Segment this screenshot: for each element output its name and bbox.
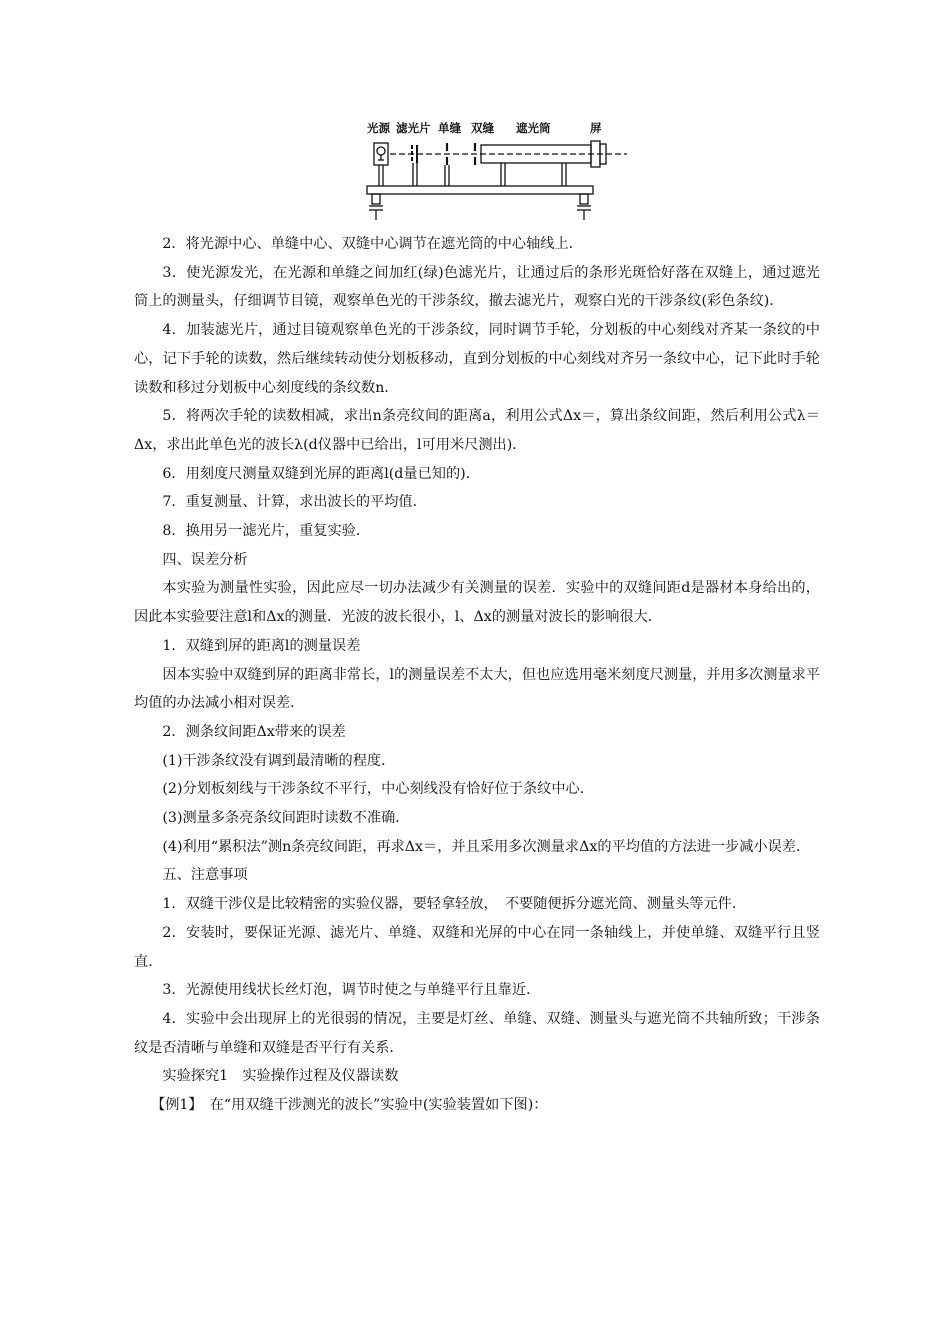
label-light-source: 光源 — [367, 121, 390, 135]
note-4: 4．实验中会出现屏上的光很弱的情况，主要是灯丝、单缝、双缝、测量头与遮光筒不共轴所致；干涉条纹是否清晰与单缝和双缝是否平行有关系． — [134, 1010, 820, 1056]
lamp-bulb — [377, 147, 385, 155]
error-item-1-body: 因本实验中双缝到屏的距离非常长，l的测量误差不太大，但也应选用毫米刻度尺测量，并用多次测量求平均值的办法减小相对误差． — [134, 666, 820, 712]
error-item-2d: (4)利用“累积法”测n条亮纹间距，再求Δx＝，并且采用多次测量求Δx的平均值的方法进一步减小误差． — [162, 838, 811, 855]
optical-bench — [367, 186, 593, 194]
note-3: 3．光源使用线状长丝灯泡，调节时使之与单缝平行且靠近． — [162, 982, 541, 999]
label-single-slit: 单缝 — [438, 121, 461, 135]
step-6: 6．用刻度尺测量双缝到光屏的距离l(d量已知的)． — [162, 465, 480, 482]
step-8: 8．换用另一滤光片，重复实验． — [162, 523, 371, 540]
section-heading-notes: 五、注意事项 — [162, 867, 248, 884]
label-double-slit: 双缝 — [471, 121, 494, 135]
error-item-1-title: 1．双缝到屏的距离l的测量误差 — [162, 637, 361, 654]
apparatus-figure — [355, 120, 635, 225]
step-3: 3．使光源发光，在光源和单缝之间加红(绿)色滤光片，让通过后的条形光斑恰好落在双缝上，通过遮光筒上的测量头，仔细调节目镜，观察单色光的干涉条纹，撤去滤光片，观察白光的干涉条纹(彩色条纹)． — [134, 264, 820, 310]
error-intro: 本实验为测量性实验，因此应尽一切办法减少有关测量的误差．实验中的双缝间距d是器材本身给出的，因此本实验要注意l和Δx的测量．光波的波长很小，l、Δx的测量对波长的影响很大． — [134, 580, 820, 626]
label-light-tube: 遮光筒 — [516, 121, 551, 135]
step-2: 2．将光源中心、单缝中心、双缝中心调节在遮光筒的中心轴线上． — [162, 236, 583, 252]
lamp-housing — [374, 143, 388, 165]
note-2: 2．安装时，要保证光源、滤光片、单缝、双缝和光屏的中心在同一条轴线上，并使单缝、双缝平行且竖直． — [134, 924, 820, 970]
note-1: 1．双缝干涉仪是比较精密的实验仪器，要轻拿轻放， 不要随便拆分遮光筒、测量头等元件． — [162, 896, 747, 913]
inquiry-heading: 实验探究1 实验操作过程及仪器读数 — [162, 1068, 399, 1085]
label-screen: 屏 — [590, 121, 602, 135]
error-item-2-title: 2．测条纹间距Δx带来的误差 — [162, 723, 346, 740]
error-item-2c: (3)测量多条亮条纹间距时读数不准确． — [162, 810, 410, 827]
section-heading-error-analysis: 四、误差分析 — [162, 551, 248, 568]
step-4: 4．加装滤光片，通过目镜观察单色光的干涉条纹，同时调节手轮，分划板的中心刻线对齐某一条纹的中心，记下手轮的读数，然后继续转动使分划板移动，直到分划板的中心刻线对齐另一条纹中心，记下此时手轮读数和移过分划板中心刻度线的条纹数n． — [134, 322, 820, 396]
step-5: 5．将两次手轮的读数相减，求出n条亮纹间的距离a，利用公式Δx＝，算出条纹间距，然后利用公式λ＝Δx，求出此单色光的波长λ(d仪器中已给出，l可用米尺测出)． — [134, 408, 820, 453]
step-7: 7．重复测量、计算，求出波长的平均值． — [162, 494, 427, 511]
label-filter: 滤光片 — [396, 121, 431, 135]
error-item-2b: (2)分划板刻线与干涉条纹不平行，中心刻线没有恰好位于条纹中心． — [162, 781, 594, 798]
error-item-2a: (1)干涉条纹没有调到最清晰的程度． — [162, 752, 396, 769]
example-1: 【例1】 在“用双缝干涉测光的波长”实验中(实验装置如下图)： — [151, 1097, 548, 1114]
apparatus-drawing — [355, 120, 635, 225]
document-body — [134, 230, 820, 1120]
